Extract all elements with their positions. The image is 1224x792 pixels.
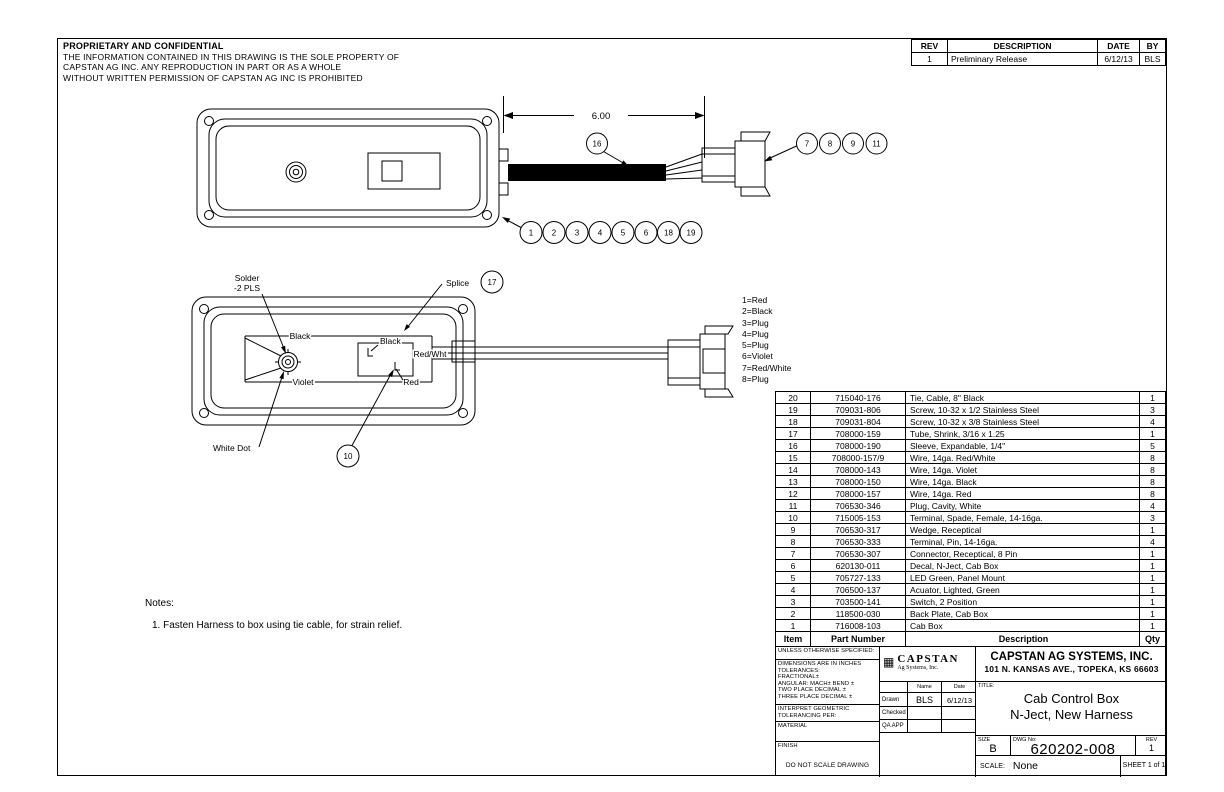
part-number: 716008-103 [811,620,906,632]
parts-table-row [776,500,1166,512]
parts-table-row [776,404,1166,416]
part-item-no: 20 [776,392,811,404]
name-header: Name [907,682,942,693]
part-number: 708000-157 [811,488,906,500]
wire-black-label: Black [289,331,311,341]
part-qty: 1 [1140,560,1166,572]
balloon-17 [481,271,503,293]
parts-table-row [776,524,1166,536]
part-item-no: 9 [776,524,811,536]
unless-otherwise-cell: UNLESS OTHERWISE SPECIFIED: [776,647,880,660]
balloon-8: 8 [827,139,833,149]
parts-table-row [776,392,1166,404]
part-item-no: 1 [776,620,811,632]
parts-table-header: Item Part Number Description Qty [776,632,1166,647]
part-qty: 4 [1140,416,1166,428]
balloon-3: 3 [574,228,580,238]
part-qty: 1 [1140,572,1166,584]
wire-violet-label: Violet [292,377,314,387]
part-item-no: 11 [776,500,811,512]
scale-value: None [1012,760,1039,772]
part-qty: 3 [1140,512,1166,524]
wire-legend-item: 4=Plug [742,328,769,339]
part-number: 706530-333 [811,536,906,548]
part-qty: 5 [1140,440,1166,452]
logo-subtitle: Ag Systems, Inc. [897,665,939,671]
part-item-no: 6 [776,560,811,572]
capstan-logo-icon: ▦ [883,655,895,669]
logo-name: CAPSTAN [897,653,959,665]
title-cell [976,682,1167,736]
part-item-no: 3 [776,596,811,608]
parts-table-row [776,428,1166,440]
balloon-16-number: 16 [592,139,602,149]
by-value: BLS [1140,53,1166,66]
proprietary-line: CAPSTAN AG INC. ANY REPRODUCTION IN PART OR AS A WHOLE [63,62,342,72]
part-description: Wedge, Receptical [906,524,1140,536]
note-item: 1. Fasten Harness to box using tie cable, for strain relief. [152,620,403,631]
sheet-cell: SHEET 1 of 1 [1122,762,1166,769]
part-number: 706530-317 [811,524,906,536]
interpret-cell: INTERPRET GEOMETRIC TOLERANCING PER: [776,705,880,722]
part-description: Plug, Cavity, White [906,500,1140,512]
part-description: Back Plate, Cab Box [906,608,1140,620]
part-qty: 1 [1140,548,1166,560]
part-item-no: 17 [776,428,811,440]
proprietary-line: THE INFORMATION CONTAINED IN THIS DRAWING IS THE SOLE PROPERTY OF [63,51,400,62]
notes-title: Notes: [145,598,174,609]
part-item-no: 15 [776,452,811,464]
balloon-11: 11 [872,139,881,149]
logo-cell [880,647,976,682]
finish-cell: FINISH DO NOT SCALE DRAWING [776,742,880,777]
parts-table-row [776,608,1166,620]
parts-table [775,391,1166,647]
switch-back [358,343,413,376]
part-qty: 1 [1140,524,1166,536]
drawing-number: 620202-008 [1030,741,1116,756]
parts-table-row [776,452,1166,464]
part-number: 706530-307 [811,548,906,560]
date-header: Date [953,684,966,690]
title-block [775,646,1166,776]
part-number: 708000-190 [811,440,906,452]
part-description: Decal, N-Ject, Cab Box [906,560,1140,572]
qa-row: QA APP [880,720,976,733]
dimension-label: 6.00 [591,111,611,122]
part-item-no: 16 [776,440,811,452]
balloon-5: 5 [620,228,626,238]
by-header: BY [1140,40,1166,53]
company-name: CAPSTAN AG SYSTEMS, INC. [990,651,1153,663]
part-number: 620130-011 [811,560,906,572]
drawing-size: B [989,743,997,755]
balloon-9: 9 [850,139,856,149]
part-description: Screw, 10-32 x 3/8 Stainless Steel [906,416,1140,428]
part-description: Tube, Shrink, 3/16 x 1.25 [906,428,1140,440]
part-qty: 8 [1140,452,1166,464]
wire-legend [742,295,791,385]
wire-legend-item: 7=Red/White [742,362,792,373]
parts-table-row [776,512,1166,524]
part-qty: 1 [1140,392,1166,404]
part-item-no: 18 [776,416,811,428]
drawing-title-line2: N-Ject, New Harness [1010,707,1133,722]
rev-value: 1 [912,53,948,66]
svg-text:Splice: Splice [446,278,470,288]
part-description: Wire, 14ga. Red [906,488,1140,500]
wire-legend-item: 1=Red [742,295,768,305]
part-description: Switch, 2 Position [906,596,1140,608]
part-item-no: 2 [776,608,811,620]
parts-table-row [776,596,1166,608]
white-dot-callout [213,371,284,453]
balloon-1: 1 [528,228,534,238]
svg-text:17: 17 [487,278,497,287]
part-number: 706500-137 [811,584,906,596]
part-description: Wire, 14ga. Black [906,476,1140,488]
company-address: 101 N. KANSAS AVE., TOPEKA, KS 66603 [984,664,1159,674]
company-cell [976,647,1167,682]
do-not-scale-label: DO NOT SCALE DRAWING [785,761,870,769]
part-description: Acuator, Lighted, Green [906,584,1140,596]
parts-table-row [776,560,1166,572]
wire-legend-item: 6=Violet [742,351,773,362]
balloon-7: 7 [804,139,810,149]
part-item-no: 7 [776,548,811,560]
part-qty: 1 [1140,428,1166,440]
wire-legend-item: 5=Plug [742,340,769,351]
rev-cell: REV 1 [1136,736,1167,756]
parts-table-row [776,476,1166,488]
part-qty: 4 [1140,536,1166,548]
part-qty: 3 [1140,404,1166,416]
parts-table-row [776,548,1166,560]
part-description: LED Green, Panel Mount [906,572,1140,584]
part-number: 705727-133 [811,572,906,584]
size-cell: SIZE B [976,736,1011,756]
led-back [275,349,301,375]
balloon-16 [587,133,630,167]
cab-box-back-view [192,297,668,425]
part-qty: 1 [1140,584,1166,596]
part-item-no: 4 [776,584,811,596]
part-number: 118500-030 [811,608,906,620]
wire-legend-item: 2=Black [742,306,773,317]
part-item-no: 5 [776,572,811,584]
connector-front-view [702,132,770,196]
part-qty: 4 [1140,500,1166,512]
part-item-no: 13 [776,476,811,488]
desc-value: Preliminary Release [948,53,1098,66]
part-item-no: 19 [776,404,811,416]
part-description: Cab Box [906,620,1140,632]
part-description: Terminal, Pin, 14-16ga. [906,536,1140,548]
parts-table-row [776,488,1166,500]
wire-redwht-label: Red/Wht [413,349,447,359]
proprietary-title: PROPRIETARY AND CONFIDENTIAL [63,41,224,51]
signoff-header-row [880,682,976,693]
part-number: 715040-176 [811,392,906,404]
wire-black-switch-label: Black [380,336,401,346]
part-description: Wire, 14ga. Red/White [906,452,1140,464]
wire-legend-item: 3=Plug [742,317,769,328]
parts-table-row [776,440,1166,452]
svg-text:White Dot: White Dot [213,443,251,453]
connector-balloons [764,133,887,162]
balloon-18: 18 [664,228,673,238]
part-qty: 8 [1140,464,1166,476]
svg-text:10: 10 [343,452,353,461]
part-number: 709031-806 [811,404,906,416]
box-balloons-row [502,217,702,244]
part-number: 708000-143 [811,464,906,476]
parts-table-row [776,572,1166,584]
part-description: Terminal, Spade, Female, 14-16ga. [906,512,1140,524]
balloon-10 [337,369,394,467]
date-header: DATE [1098,40,1140,53]
led-front [286,162,306,182]
part-number: 706530-346 [811,500,906,512]
date-value: 6/12/13 [1098,53,1140,66]
connector-back-view [668,326,733,397]
harness-cable [508,154,702,181]
part-number: 708000-157/9 [811,452,906,464]
parts-table-row [776,416,1166,428]
wire-legend-item: 8=Plug [742,374,769,385]
drawn-date: 6/12/13 [946,696,973,705]
balloon-2: 2 [551,228,557,238]
material-cell: MATERIAL [776,722,880,742]
parts-table-row [776,536,1166,548]
drawn-row: Drawn BLS 6/12/13 [880,693,976,707]
part-number: 708000-150 [811,476,906,488]
part-description: Connector, Receptical, 8 Pin [906,548,1140,560]
part-item-no: 14 [776,464,811,476]
drawn-name: BLS [907,693,942,707]
parts-table-row [776,464,1166,476]
parts-table-row [776,620,1166,632]
part-description: Tie, Cable, 8" Black [906,392,1140,404]
part-qty: 8 [1140,476,1166,488]
part-description: Screw, 10-32 x 1/2 Stainless Steel [906,404,1140,416]
drawing-rev: 1 [1148,743,1154,753]
part-description: Wire, 14ga. Violet [906,464,1140,476]
switch-front [368,153,440,189]
scale-cell: SCALE: None [976,756,1121,777]
splice-callout [404,278,469,331]
svg-text:-2 PLS: -2 PLS [234,283,260,293]
title-label: TITLE: [978,683,995,689]
rev-header: REV [912,40,948,53]
part-qty: 1 [1140,596,1166,608]
cab-box-front-view [197,109,508,227]
part-number: 708000-159 [811,428,906,440]
part-number: 703500-141 [811,596,906,608]
part-item-no: 8 [776,536,811,548]
part-qty: 8 [1140,488,1166,500]
part-qty: 1 [1140,608,1166,620]
drawing-title-line1: Cab Control Box [1023,691,1120,706]
wire-red-label: Red [403,377,419,387]
part-qty: 1 [1140,620,1166,632]
balloon-6: 6 [643,228,649,238]
dwg-no-cell: DWG No: 620202-008 [1011,736,1136,756]
desc-header: DESCRIPTION [948,40,1098,53]
proprietary-line: WITHOUT WRITTEN PERMISSION OF CAPSTAN AG INC IS PROHIBITED [63,72,363,83]
part-description: Sleeve, Expandable, 1/4" [906,440,1140,452]
parts-table-row [776,584,1166,596]
part-number: 709031-804 [811,416,906,428]
balloon-19: 19 [686,228,696,238]
balloon-4: 4 [597,228,603,238]
part-number: 715005-153 [811,512,906,524]
tolerances-cell: DIMENSIONS ARE IN INCHES TOLERANCES: FRACTIONAL± ANGULAR: MACH± BEND ± TWO PLACE DECIMAL ± THREE PLACE DECIMAL ± [776,660,880,705]
checked-row: Checked [880,707,976,720]
part-item-no: 12 [776,488,811,500]
part-item-no: 10 [776,512,811,524]
signoff-empty-cell [880,733,976,777]
svg-text:Solder: Solder [234,273,260,283]
